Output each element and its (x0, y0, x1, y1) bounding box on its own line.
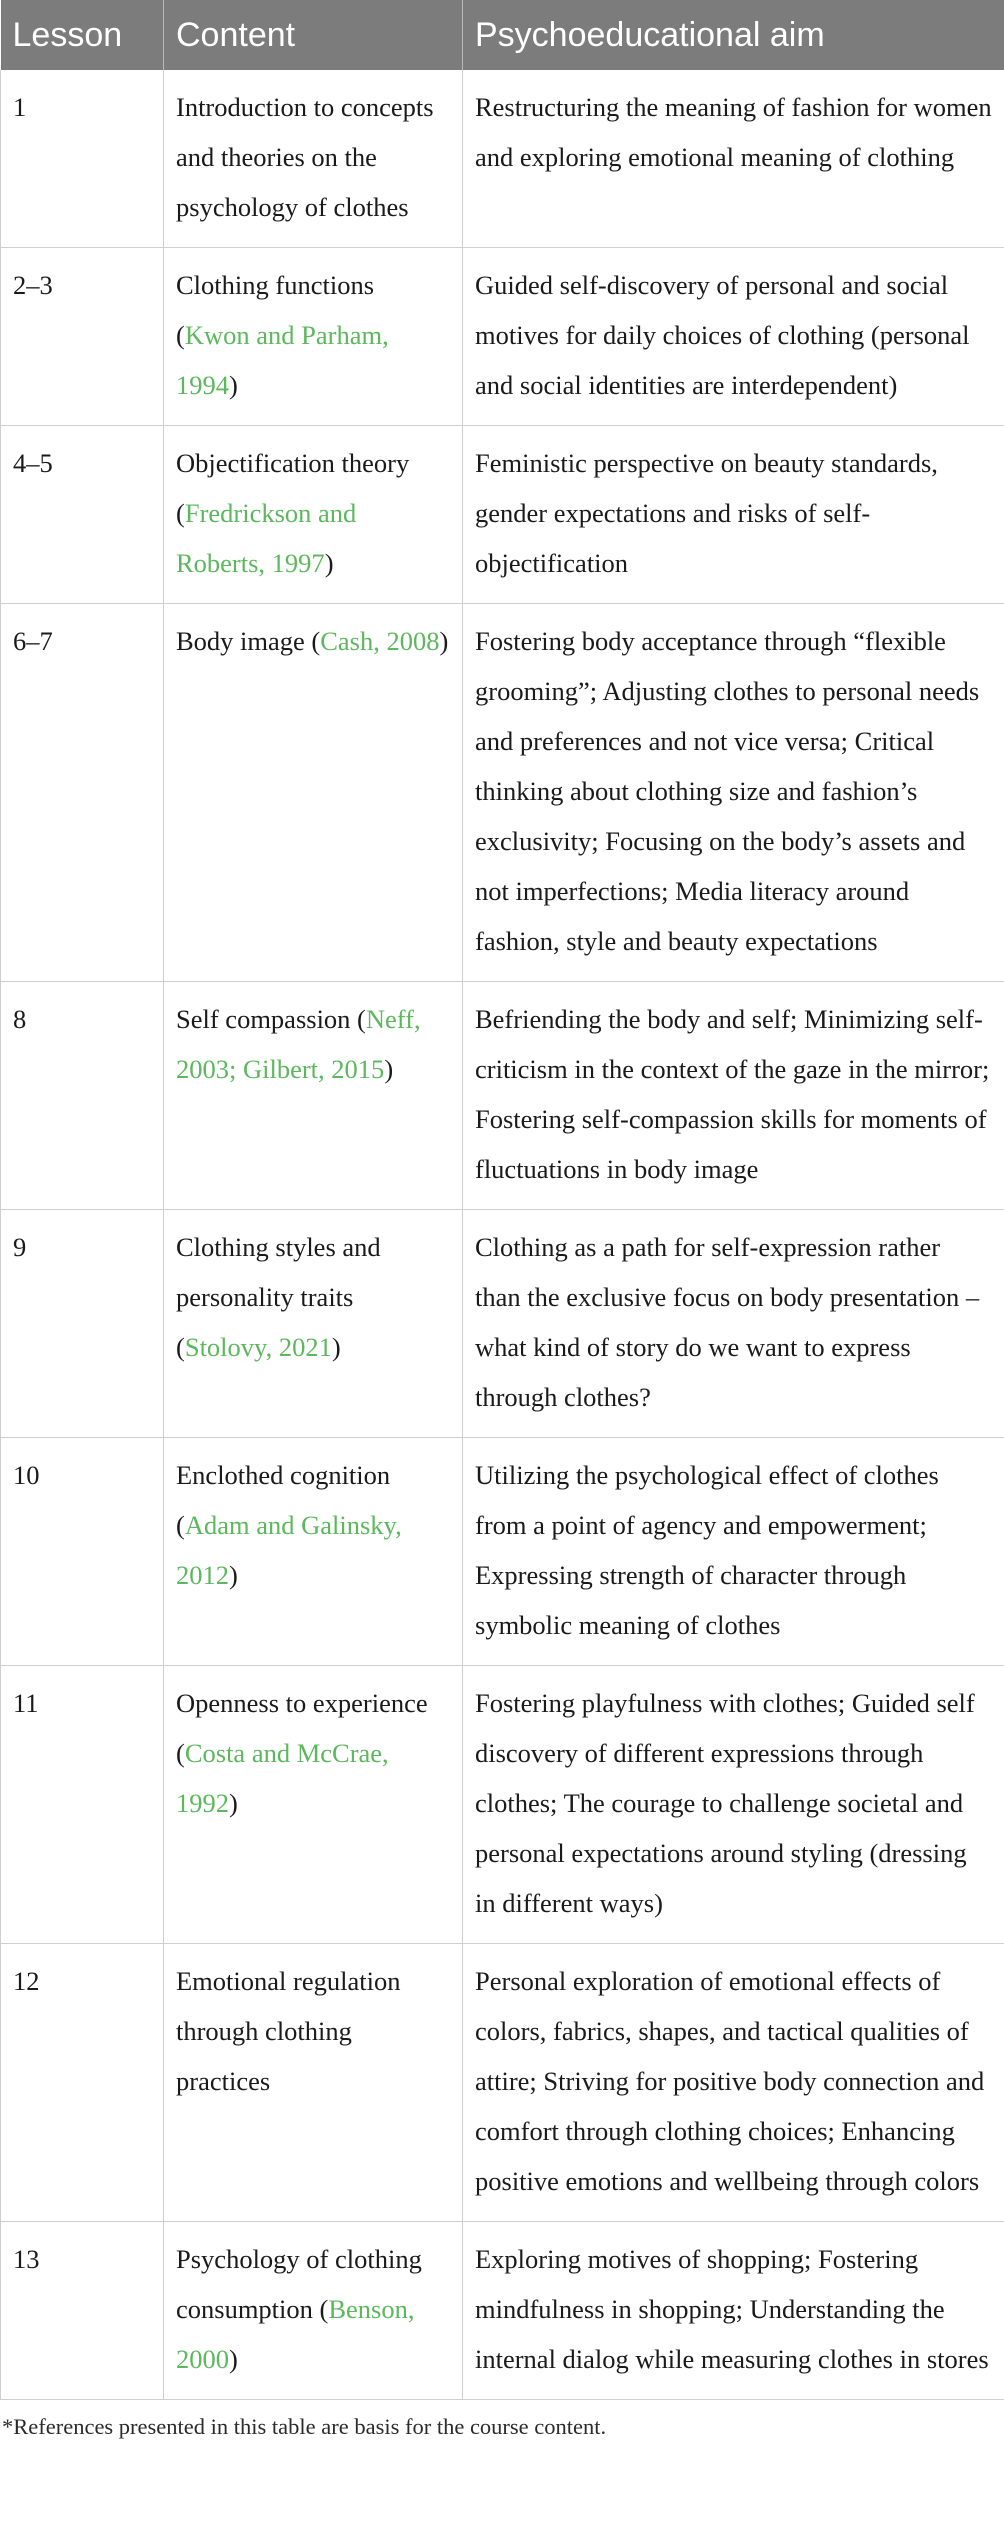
content-text: Clothing functions ( (176, 270, 375, 350)
header-aim: Psychoeducational aim (463, 0, 1004, 70)
lesson-cell: 12 (1, 1944, 164, 2222)
table-row (1, 1210, 1004, 1438)
lesson-cell: 1 (1, 70, 164, 248)
table-row (1, 2222, 1004, 2400)
lesson-cell: 2–3 (1, 248, 164, 426)
table-body (1, 70, 1004, 2400)
reference-link[interactable]: Neff, 2003; Gilbert, 2015 (176, 1004, 421, 1084)
lesson-cell: 10 (1, 1438, 164, 1666)
aim-cell: Fostering body acceptance through “flexible grooming”; Adjusting clothes to personal needs and preferences and not vice versa; Critical thinking about clothing size and fashion’s exclusivity; Focusing on the body’s assets and not imperfections; Media literacy around fashion, style and beauty expectations (463, 604, 1004, 982)
content-text: ) (229, 1560, 238, 1590)
content-text: Introduction to concepts and theories on the psychology of clothes (176, 92, 434, 222)
table-row (1, 70, 1004, 248)
content-cell (164, 1666, 463, 1944)
table-row (1, 1438, 1004, 1666)
content-cell (164, 1210, 463, 1438)
content-text: Openness to experience ( (176, 1688, 428, 1768)
reference-link[interactable]: Adam and Galinsky, 2012 (176, 1510, 402, 1590)
table-row (1, 982, 1004, 1210)
reference-link[interactable]: Kwon and Parham, 1994 (176, 320, 389, 400)
aim-cell: Personal exploration of emotional effects of colors, fabrics, shapes, and tactical qualities of attire; Striving for positive body connection and comfort through clothing choices; Enhancing positive emotions and wellbeing through colors (463, 1944, 1004, 2222)
content-cell (164, 248, 463, 426)
table-row (1, 426, 1004, 604)
reference-link[interactable]: Stolovy, 2021 (184, 1332, 332, 1362)
table-row (1, 1944, 1004, 2222)
aim-cell: Clothing as a path for self-expression rather than the exclusive focus on body presentation – what kind of story do we want to express through clothes? (463, 1210, 1004, 1438)
header-lesson: Lesson (1, 0, 164, 70)
content-text: ) (384, 1054, 394, 1084)
content-text: Clothing styles and personality traits ( (176, 1232, 381, 1362)
aim-cell: Utilizing the psychological effect of clothes from a point of agency and empowerment; Expressing strength of character through symbolic meaning of clothes (463, 1438, 1004, 1666)
content-cell (164, 70, 463, 248)
aim-cell: Feministic perspective on beauty standards, gender expectations and risks of self-objectification (463, 426, 1004, 604)
content-text: Body image ( (176, 626, 321, 656)
content-cell (164, 604, 463, 982)
lesson-cell: 13 (1, 2222, 164, 2400)
content-text: Psychology of clothing consumption ( (176, 2244, 422, 2324)
content-text: Self compassion ( (176, 1004, 366, 1034)
reference-link[interactable]: Cash, 2008 (320, 626, 440, 656)
content-text: Objectification theory ( (176, 448, 410, 528)
table-row (1, 1666, 1004, 1944)
table-header (1, 0, 1004, 70)
content-text: ) (324, 548, 334, 578)
lesson-cell: 9 (1, 1210, 164, 1438)
table-footnote: *References presented in this table are basis for the course content. (2, 2414, 607, 2439)
aim-cell: Befriending the body and self; Minimizing self-criticism in the context of the gaze in the mirror; Fostering self-compassion skills for moments of fluctuations in body image (463, 982, 1004, 1210)
content-cell (164, 1944, 463, 2222)
lesson-cell: 11 (1, 1666, 164, 1944)
reference-link[interactable]: Costa and McCrae, 1992 (176, 1738, 389, 1818)
content-cell (164, 426, 463, 604)
aim-cell: Fostering playfulness with clothes; Guided self discovery of different expressions through clothes; The courage to challenge societal and personal expectations around styling (dressing in different ways) (463, 1666, 1004, 1944)
content-text: ) (229, 370, 238, 400)
reference-link[interactable]: Benson, 2000 (176, 2294, 415, 2374)
content-cell (164, 982, 463, 1210)
table-row (1, 248, 1004, 426)
reference-link[interactable]: Fredrickson and Roberts, 1997 (176, 498, 357, 578)
aim-cell: Restructuring the meaning of fashion for women and exploring emotional meaning of clothing (463, 70, 1004, 248)
content-text: Emotional regulation through clothing practices (176, 1966, 401, 2096)
content-text: ) (439, 626, 449, 656)
content-cell (164, 2222, 463, 2400)
lesson-cell: 8 (1, 982, 164, 1210)
content-text: ) (229, 1788, 238, 1818)
content-cell (164, 1438, 463, 1666)
header-row (1, 0, 1004, 70)
header-content: Content (164, 0, 463, 70)
aim-cell: Guided self-discovery of personal and social motives for daily choices of clothing (personal and social identities are interdependent) (463, 248, 1004, 426)
content-text: ) (229, 2344, 238, 2374)
content-text: Enclothed cognition ( (176, 1460, 391, 1540)
lesson-cell: 4–5 (1, 426, 164, 604)
table-row (1, 604, 1004, 982)
lesson-cell: 6–7 (1, 604, 164, 982)
aim-cell: Exploring motives of shopping; Fostering mindfulness in shopping; Understanding the internal dialog while measuring clothes in stores (463, 2222, 1004, 2400)
content-text: ) (331, 1332, 341, 1362)
